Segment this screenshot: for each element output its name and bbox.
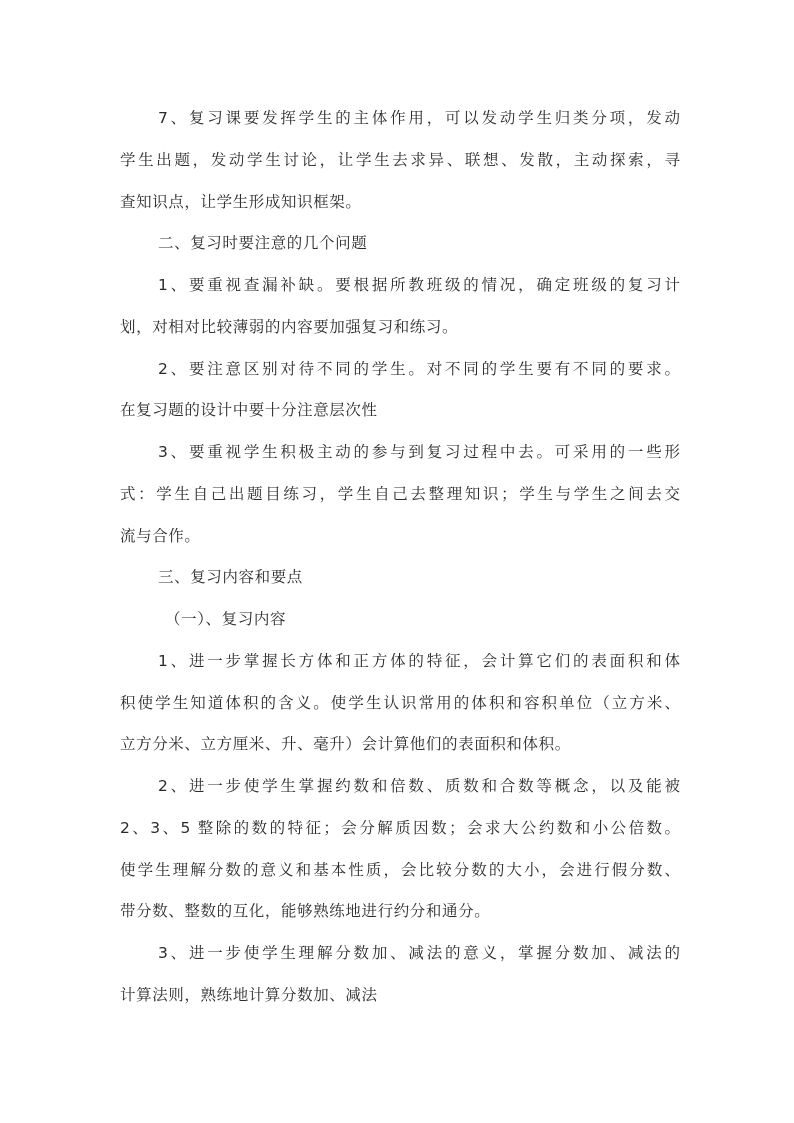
content-3-line-2: 计算法则，熟练地计算分数加、减法 — [120, 986, 378, 1004]
subsection-heading-1: （一）、复习内容 — [165, 610, 287, 628]
paragraph-7-line-3: 查知识点，让学生形成知识框架。 — [120, 193, 362, 211]
content-1-line-3: 立方分米、立方厘米、升、毫升）会计算他们的表面积和体积。 — [120, 735, 571, 753]
content-2-line-3: 使学生理解分数的意义和基本性质，会比较分数的大小，会进行假分数、 — [120, 861, 680, 879]
content-2-line-4: 带分数、整数的互化，能够熟练地进行约分和通分。 — [120, 902, 491, 920]
paragraph-7-line-1: 7、复习课要发挥学生的主体作用，可以发动学生归类分项，发动 — [158, 109, 680, 127]
item-3-line-2: 式：学生自己出题目练习，学生自己去整理知识；学生与学生之间去交 — [120, 485, 680, 503]
item-3-line-3: 流与合作。 — [120, 527, 201, 545]
paragraph-7-line-2: 学生出题，发动学生讨论，让学生去求异、联想、发散，主动探索，寻 — [120, 151, 680, 169]
item-1-line-2: 划，对相对比较薄弱的内容要加强复习和练习。 — [120, 318, 459, 336]
content-2-line-1: 2、进一步使学生掌握约数和倍数、质数和合数等概念，以及能被 — [158, 777, 680, 795]
content-2-line-2: 2、3、5 整除的数的特征；会分解质因数；会求大公约数和小公倍数。 — [120, 819, 680, 837]
content-1-line-1: 1、进一步掌握长方体和正方体的特征，会计算它们的表面积和体 — [158, 652, 680, 670]
section-heading-3: 三、复习内容和要点 — [158, 568, 303, 586]
content-1-line-2: 积使学生知道体积的含义。使学生认识常用的体积和容积单位（立方米、 — [120, 694, 680, 712]
item-3-line-1: 3、要重视学生积极主动的参与到复习过程中去。可采用的一些形 — [158, 443, 680, 461]
item-2-line-1: 2、要注意区别对待不同的学生。对不同的学生要有不同的要求。 — [158, 360, 680, 378]
item-2-line-2: 在复习题的设计中要十分注意层次性 — [120, 401, 378, 419]
section-heading-2: 二、复习时要注意的几个问题 — [158, 234, 368, 252]
content-3-line-1: 3、进一步使学生理解分数加、减法的意义，掌握分数加、减法的 — [158, 944, 680, 962]
item-1-line-1: 1、要重视查漏补缺。要根据所教班级的情况，确定班级的复习计 — [158, 276, 680, 294]
